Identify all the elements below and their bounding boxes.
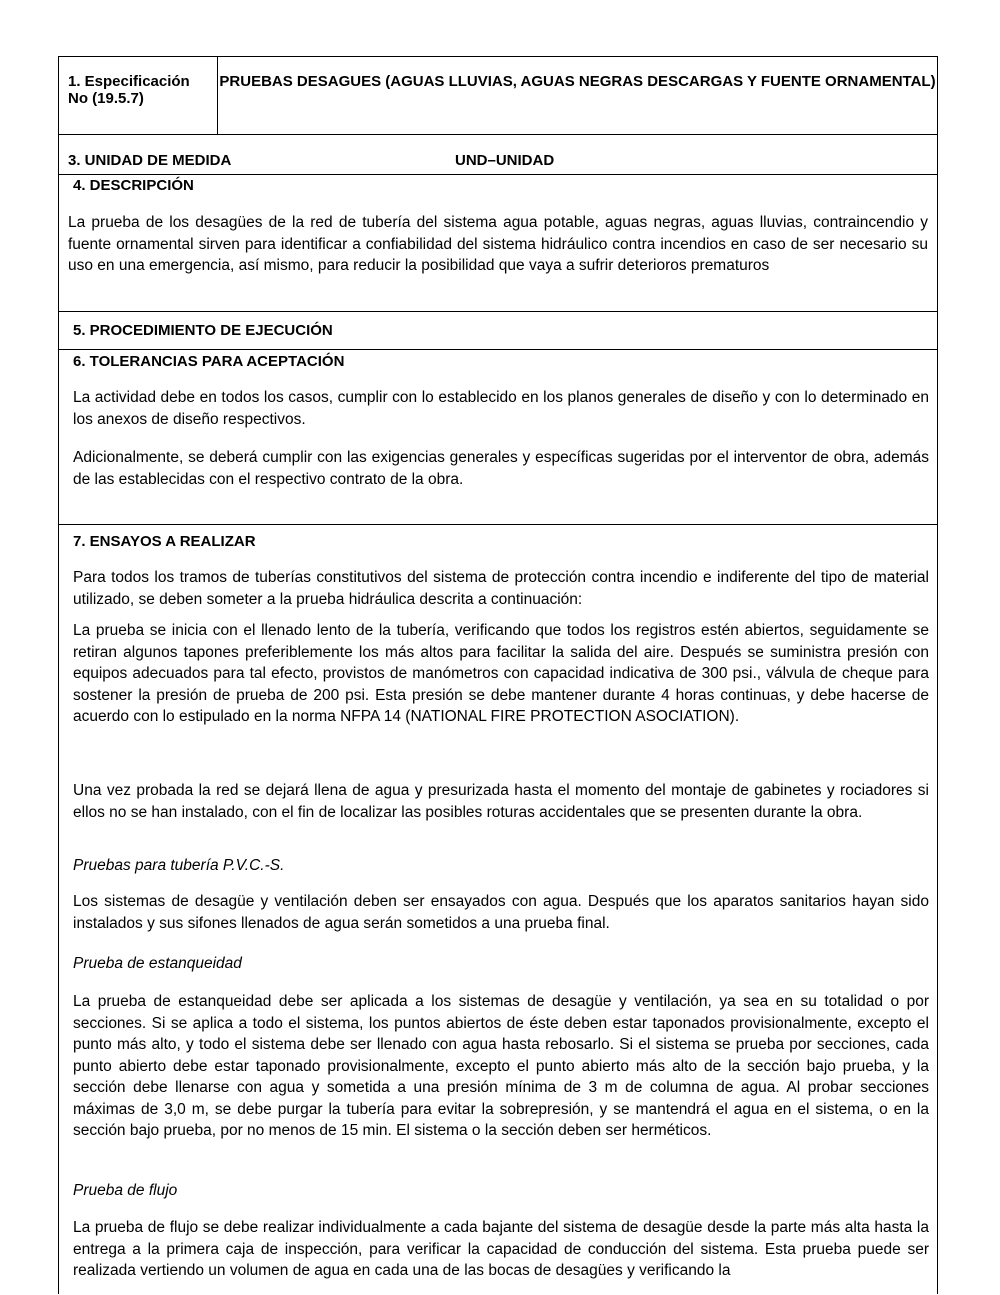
unit-row [59,134,937,174]
specification-sheet [58,56,938,1294]
description-section [59,174,937,311]
description-text: La prueba de los desagües de la red de tubería del sistema agua potable, aguas negras, aguas lluvias, contraincendio y fuente ornamental sirven para identificar a confiabilidad del sistema hidráulico contra incendios en caso de ser necesario su uso en una emergencia, así mismo, para reducir la posibilidad que vaya a sufrir deterioros prematuros [68,214,928,274]
tests-heading: 7. ENSAYOS A REALIZAR [73,533,256,550]
spec-number-cell [59,57,218,134]
tolerances-heading: 6. TOLERANCIAS PARA ACEPTACIÓN [73,353,345,370]
unit-value: UND–UNIDAD [455,152,555,169]
tolerances-paragraph-1: La actividad debe en todos los casos, cumplir con lo establecido en los planos generales de diseño y con lo determinado en los anexos de diseño respectivos. [73,389,929,428]
flow-test-subheading: Prueba de flujo [73,1182,178,1199]
tests-paragraph-1: Para todos los tramos de tuberías constitutivos del sistema de protección contra incendio e indiferente del tipo de material utilizado, se deben someter a la prueba hidráulica descrita a continuación: [73,569,929,608]
tests-paragraph-5: La prueba de estanqueidad debe ser aplicada a los sistemas de desagüe y ventilación, ya sea en su totalidad o por secciones. Si se aplica a todo el sistema, los puntos abiertos de éste deben estar taponados provisionalmente, excepto el punto más alto, y todo el sistema debe ser llenado con agua hasta rebosarlo. Si el sistema se prueba por secciones, cada punto abierto debe estar taponado provisionalmente, excepto el punto abierto más alto de la sección bajo prueba, y la sección debe llenarse con agua y sometida a una presión mínima de 3 m de columna de agua. Al probar secciones máximas de 3,0 m, se debe purgar la tubería para evitar la sobrepresión, y se mantendrá el agua en el sistema, o en la sección bajo prueba, por no menos de 15 min. El sistema o la sección deben ser herméticos. [73,993,929,1139]
unit-label: 3. UNIDAD DE MEDIDA [68,152,232,169]
header-row [59,57,937,134]
procedure-heading: 5. PROCEDIMIENTO DE EJECUCIÓN [73,322,333,339]
tolerances-paragraph-2: Adicionalmente, se deberá cumplir con las exigencias generales y específicas sugeridas por el interventor de obra, además de las establecidas con el respectivo contrato de la obra. [73,449,929,488]
tightness-test-subheading: Prueba de estanqueidad [73,955,242,972]
tests-paragraph-2: La prueba se inicia con el llenado lento de la tubería, verificando que todos los registros estén abiertos, seguidamente se retiran algunos tapones preferiblemente los más altos para facilitar la salida del aire. Después se suministra presión con equipos adecuados para tal efecto, provistos de manómetros con capacidad indicativa de 300 psi., válvula de cheque para sostener la presión de prueba de 200 psi. Esta presión se debe mantener durante 4 horas continuas, y debe hacerse de acuerdo con lo estipulado en la norma NFPA 14 (NATIONAL FIRE PROTECTION ASOCIATION). [73,622,929,725]
pvc-tests-subheading: Pruebas para tubería P.V.C.-S. [73,857,285,874]
tests-section [59,524,937,1295]
tests-paragraph-3: Una vez probada la red se dejará llena de agua y presurizada hasta el momento del montaje de gabinetes y rociadores si ellos no se han instalado, con el fin de localizar las posibles roturas accidentales que se presenten durante la obra. [73,782,929,821]
description-heading: 4. DESCRIPCIÓN [73,177,194,194]
spec-number-label: 1. Especificación No (19.5.7) [68,73,190,107]
tests-paragraph-6: La prueba de flujo se debe realizar individualmente a cada bajante del sistema de desagüe desde la parte más alta hasta la entrega a la primera caja de inspección, para verificar la capacidad de conducción del sistema. Esta prueba puede ser realizada vertiendo un volumen de agua en cada una de las bocas de desagües y verificando la [73,1219,929,1279]
procedure-section [59,311,937,349]
tolerances-section [59,349,937,524]
tests-paragraph-4: Los sistemas de desagüe y ventilación deben ser ensayados con agua. Después que los aparatos sanitarios hayan sido instalados y sus sifones llenados de agua serán sometidos a una prueba final. [73,893,929,932]
spec-title: PRUEBAS DESAGUES (AGUAS LLUVIAS, AGUAS NEGRAS DESCARGAS Y FUENTE ORNAMENTAL) [219,73,936,90]
